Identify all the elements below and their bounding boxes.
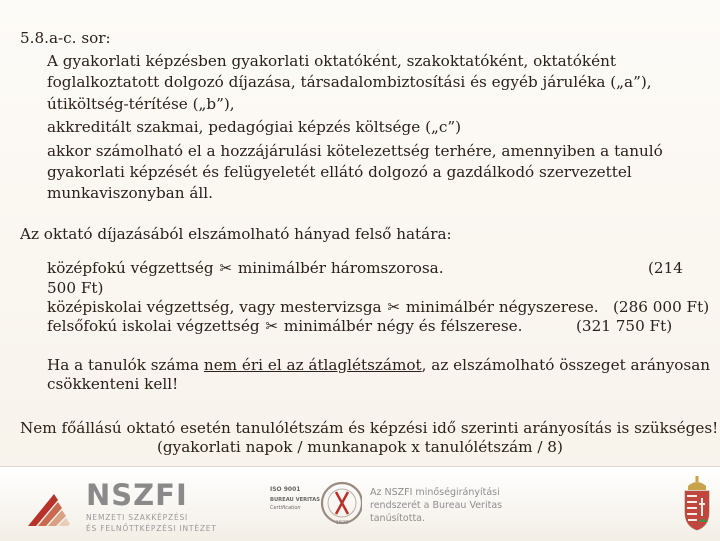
hungarian-crest-icon (680, 476, 714, 532)
cert-text-line-1: Az NSZFI minőségirányítási (370, 487, 500, 498)
item-line-5: akkor számolható el a hozzájárulási kötelezettség terhére, amennyiben a tanuló (47, 142, 663, 160)
cert-badge-line-1: ISO 9001 (270, 486, 301, 493)
cert-text-line-2: rendszerét a Bureau Veritas (370, 500, 503, 511)
parttime-line-1: Nem főállású oktató esetén tanulólétszám és képzési idő szerinti arányosítás is szükséges! (20, 419, 719, 437)
certification-text (370, 486, 590, 525)
item-line-3: útiköltség-térítése („b”), (47, 95, 235, 113)
limit-heading: Az oktató díjazásából elszámolható hányad felső határa: (20, 225, 452, 243)
limit-label-3: felsőfokú iskolai végzettség (47, 317, 260, 335)
item-line-4: akkreditált szakmai, pedagógiai képzés költsége („c”) (47, 118, 462, 136)
cert-badge-line-3: Certification (270, 505, 301, 511)
note-line-2: csökkenteni kell! (47, 375, 179, 393)
limit-label-2: középiskolai végzettség, vagy mestervizsga (47, 298, 382, 316)
cert-text-line-3: tanúsította. (370, 513, 426, 524)
limit-row-1 (47, 258, 444, 278)
limit-text-2: minimálbér négyszerese. (405, 298, 599, 316)
scissors-icon: ✂ (219, 259, 233, 277)
item-line-2: foglalkoztatott dolgozó díjazása, társadalombiztosítási és egyéb járuléka („a”), (47, 73, 652, 91)
org-subtitle (86, 512, 217, 534)
section-heading: 5.8.a-c. sor: (20, 29, 111, 47)
item-line-1: A gyakorlati képzésben gyakorlati oktatóként, szakoktatóként, oktatóként (47, 52, 616, 70)
limit-amount-1b: 500 Ft) (47, 279, 104, 297)
limit-text-3: minimálbér négy és félszerese. (283, 317, 523, 335)
note-text-underlined: nem éri el az átlaglétszámot (203, 356, 422, 374)
org-name: NSZFI (86, 478, 188, 512)
nszfi-logo-icon (28, 486, 80, 526)
limit-amount-3: (321 750 Ft) (576, 317, 673, 335)
item-line-7: munkaviszonyban áll. (47, 184, 213, 202)
scissors-icon: ✂ (387, 298, 401, 316)
note-text-pre: Ha a tanulók száma (47, 356, 204, 374)
limit-amount-1a: (214 (648, 259, 683, 277)
org-sub-line-1: NEMZETI SZAKKÉPZÉSI (86, 513, 189, 522)
limit-row-3 (47, 316, 522, 336)
org-sub-line-2: ÉS FELNŐTTKÉPZÉSI INTÉZET (86, 524, 217, 533)
cert-badge-year: 1828 (335, 520, 349, 526)
limit-text-1: minimálbér háromszorosa. (237, 259, 444, 277)
note-text-post: , az elszámolható összeget arányosan (421, 356, 711, 374)
cert-badge-line-2: BUREAU VERITAS (270, 497, 320, 503)
limit-label-1: középfokú végzettség (47, 259, 214, 277)
scissors-icon: ✂ (265, 317, 278, 335)
item-line-6: gyakorlati képzését és felügyeletét ellátó dolgozó a gazdálkodó szervezettel (47, 163, 632, 181)
limit-row-2 (47, 297, 599, 317)
parttime-line-2: (gyakorlati napok / munkanapok x tanulólétszám / 8) (157, 438, 563, 456)
bureau-veritas-badge-icon (268, 478, 362, 528)
note-line-1 (47, 355, 710, 375)
limit-amount-2: (286 000 Ft) (613, 298, 710, 316)
